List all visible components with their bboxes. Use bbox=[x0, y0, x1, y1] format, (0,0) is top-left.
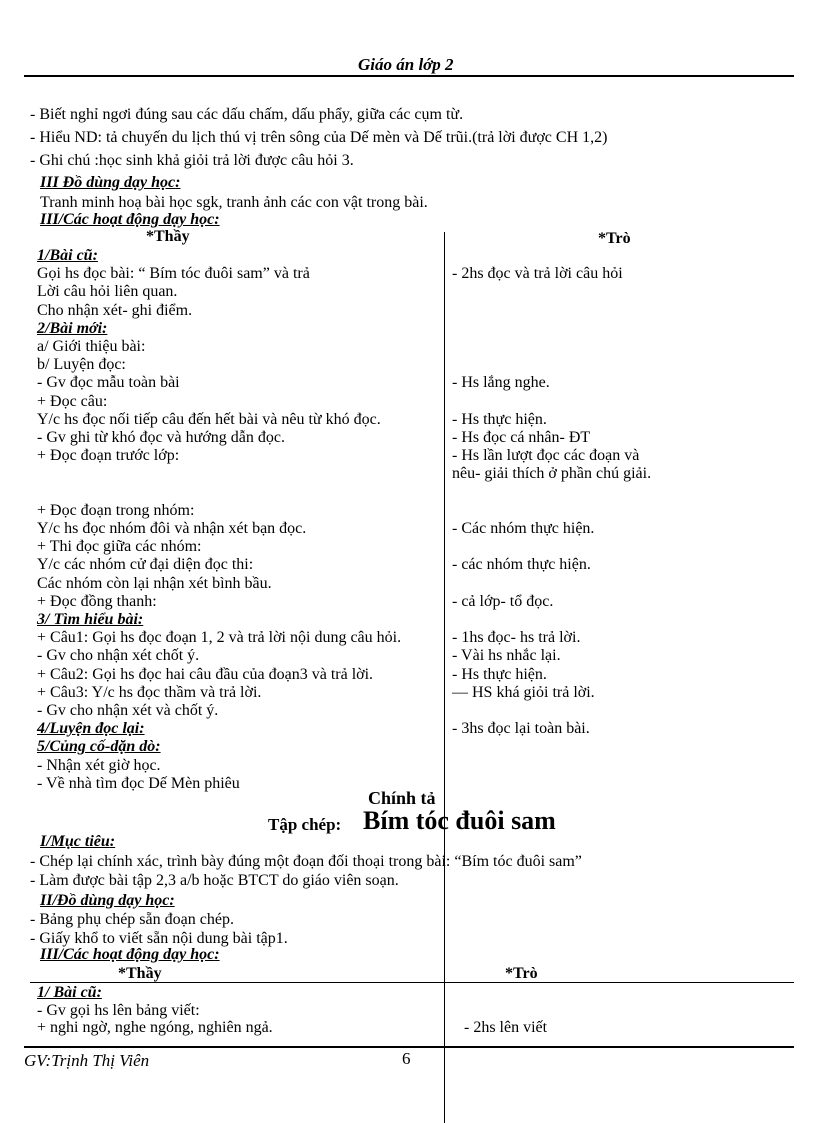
activity-row-20-teacher: 3/ Tìm hiểu bài: bbox=[37, 611, 144, 628]
activity-row-7-teacher: - Gv đọc mẫu toàn bài bbox=[37, 374, 180, 392]
activity-row-4-teacher: 2/Bài mới: bbox=[37, 319, 108, 337]
activity-row-15-teacher: Y/c hs đọc nhóm đôi và nhận xét bạn đọc. bbox=[37, 520, 307, 537]
activity-row-9-student: - Hs thực hiện. bbox=[452, 410, 547, 428]
lesson2-row-2-student: - 2hs lên viết bbox=[464, 1019, 548, 1036]
activity-row-16-teacher: + Thi đọc giữa các nhóm: bbox=[37, 538, 202, 556]
lesson2-row-0-teacher: 1/ Bài cũ: bbox=[37, 984, 102, 1001]
activity-row-21-student: - 1hs đọc- hs trả lời. bbox=[452, 629, 581, 647]
activity-row-11-teacher: + Đọc đoạn trước lớp: bbox=[37, 447, 180, 465]
activity-row-15-student: - Các nhóm thực hiện. bbox=[452, 520, 595, 537]
activity-row-22-teacher: - Gv cho nhận xét chốt ý. bbox=[37, 647, 200, 665]
section-activities-title: III/Các hoạt động dạy học: bbox=[40, 211, 220, 228]
activity-row-24-student: — HS khá giỏi trả lời. bbox=[452, 683, 595, 701]
activity-row-9-teacher: Y/c hs đọc nối tiếp câu đến hết bài và nêu từ khó đọc. bbox=[37, 410, 381, 428]
activity-row-19-student: - cả lớp- tổ đọc. bbox=[452, 592, 554, 610]
header-title: Giáo án lớp 2 bbox=[358, 55, 454, 74]
activity-row-1-teacher: Gọi hs đọc bài: “ Bím tóc đuôi sam” và trả bbox=[37, 265, 310, 283]
activity-row-10-teacher: - Gv ghi từ khó đọc và hướng dẫn đọc. bbox=[37, 429, 285, 446]
activity-row-23-student: - Hs thực hiện. bbox=[452, 665, 547, 683]
activity-row-2-teacher: Lời câu hỏi liên quan. bbox=[37, 283, 178, 301]
activity-row-21-teacher: + Câu1: Gọi hs đọc đoạn 1, 2 và trả lời nội dung câu hỏi. bbox=[37, 629, 402, 647]
lesson2-title: Bím tóc đuôi sam bbox=[363, 806, 556, 835]
lesson2-goals-title: I/Mục tiêu: bbox=[40, 833, 116, 850]
lesson2-goal-2: - Làm được bài tập 2,3 a/b hoặc BTCT do giáo viên soạn. bbox=[30, 872, 399, 889]
activity-row-6-teacher: b/ Luyện đọc: bbox=[37, 356, 126, 374]
activity-row-17-student: - các nhóm thực hiện. bbox=[452, 556, 591, 574]
footer-teacher: GV:Trịnh Thị Viên bbox=[24, 1051, 150, 1070]
col-student-header: *Trò bbox=[598, 230, 631, 247]
section-materials-text: Tranh minh hoạ bài học sgk, tranh ảnh các con vật trong bài. bbox=[40, 194, 428, 211]
activity-row-18-teacher: Các nhóm còn lại nhận xét bình bầu. bbox=[37, 574, 272, 592]
activity-row-11-student: - Hs lần lượt đọc các đoạn và bbox=[452, 447, 640, 465]
activity-row-25-teacher: - Gv cho nhận xét và chốt ý. bbox=[37, 702, 219, 719]
lesson2-materials-title: II/Đồ dùng dạy học: bbox=[40, 892, 175, 909]
activity-row-10-student: - Hs đọc cá nhân- ĐT bbox=[452, 429, 591, 446]
goal-line-1: - Biết nghỉ ngơi đúng sau các dấu chấm, dấu phẩy, giữa các cụm từ. bbox=[30, 106, 464, 123]
activity-row-14-teacher: + Đọc đoạn trong nhóm: bbox=[37, 501, 195, 519]
lesson2-table-top-rule bbox=[30, 982, 794, 983]
activity-row-0-teacher: 1/Bài cũ: bbox=[37, 247, 98, 264]
column-divider bbox=[444, 232, 445, 1123]
goal-line-2: - Hiểu ND: tả chuyến du lịch thú vị trên sông của Dế mèn và Dế trũi.(trả lời được CH 1,2) bbox=[30, 129, 608, 146]
activity-row-3-teacher: Cho nhận xét- ghi điểm. bbox=[37, 301, 193, 319]
lesson2-activities-title: III/Các hoạt động dạy học: bbox=[40, 946, 220, 963]
footer-page-number: 6 bbox=[402, 1049, 411, 1068]
lesson2-material-2: - Giấy khổ to viết sẵn nội dung bài tập1. bbox=[30, 930, 288, 947]
activity-row-5-teacher: a/ Giới thiệu bài: bbox=[37, 338, 146, 355]
activity-row-23-teacher: + Câu2: Gọi hs đọc hai câu đầu của đoạn3 và trả lời. bbox=[37, 665, 374, 683]
goal-line-3: - Ghi chú :học sinh khả giỏi trả lời được câu hỏi 3. bbox=[30, 152, 354, 169]
lesson2-subject: Chính tả bbox=[368, 788, 436, 808]
activity-row-28-teacher: - Nhận xét giờ học. bbox=[37, 756, 161, 774]
activity-row-12-student: nêu- giải thích ở phần chú giải. bbox=[452, 465, 652, 483]
footer-rule bbox=[24, 1046, 794, 1048]
activity-row-26-teacher: 4/Luyện đọc lại: bbox=[37, 720, 145, 738]
activity-row-22-student: - Vài hs nhắc lại. bbox=[452, 647, 561, 665]
activity-row-17-teacher: Y/c các nhóm cử đại diện đọc thi: bbox=[37, 556, 254, 574]
lesson2-material-1: - Bảng phụ chép sẵn đoạn chép. bbox=[30, 911, 234, 928]
lesson2-type-label: Tập chép: bbox=[268, 815, 342, 834]
lesson2-col-student: *Trò bbox=[505, 965, 538, 982]
col-teacher-header: *Thầy bbox=[146, 228, 190, 245]
activity-row-7-student: - Hs lắng nghe. bbox=[452, 374, 550, 392]
activity-row-8-teacher: + Đọc câu: bbox=[37, 392, 108, 410]
section-materials-title: III Đồ dùng dạy học: bbox=[40, 174, 181, 191]
activity-row-26-student: - 3hs đọc lại toàn bài. bbox=[452, 720, 590, 738]
lesson2-row-2-teacher: + nghi ngờ, nghe ngóng, nghiên ngả. bbox=[37, 1019, 273, 1036]
lesson2-row-1-teacher: - Gv gọi hs lên bảng viết: bbox=[37, 1001, 200, 1019]
activity-row-24-teacher: + Câu3: Y/c hs đọc thầm và trả lời. bbox=[37, 683, 262, 701]
activity-row-19-teacher: + Đọc đồng thanh: bbox=[37, 592, 157, 610]
lesson2-goal-1: - Chép lại chính xác, trình bày đúng một đoạn đối thoại trong bài: “Bím tóc đuôi sam” bbox=[30, 853, 582, 870]
lesson2-col-teacher: *Thầy bbox=[118, 965, 162, 982]
activity-row-29-teacher: - Về nhà tìm đọc Dế Mèn phiêu bbox=[37, 774, 240, 792]
activity-row-1-student: - 2hs đọc và trả lời câu hỏi bbox=[452, 265, 623, 283]
header-rule bbox=[24, 75, 794, 77]
activity-row-27-teacher: 5/Củng cố-dặn dò: bbox=[37, 738, 161, 756]
